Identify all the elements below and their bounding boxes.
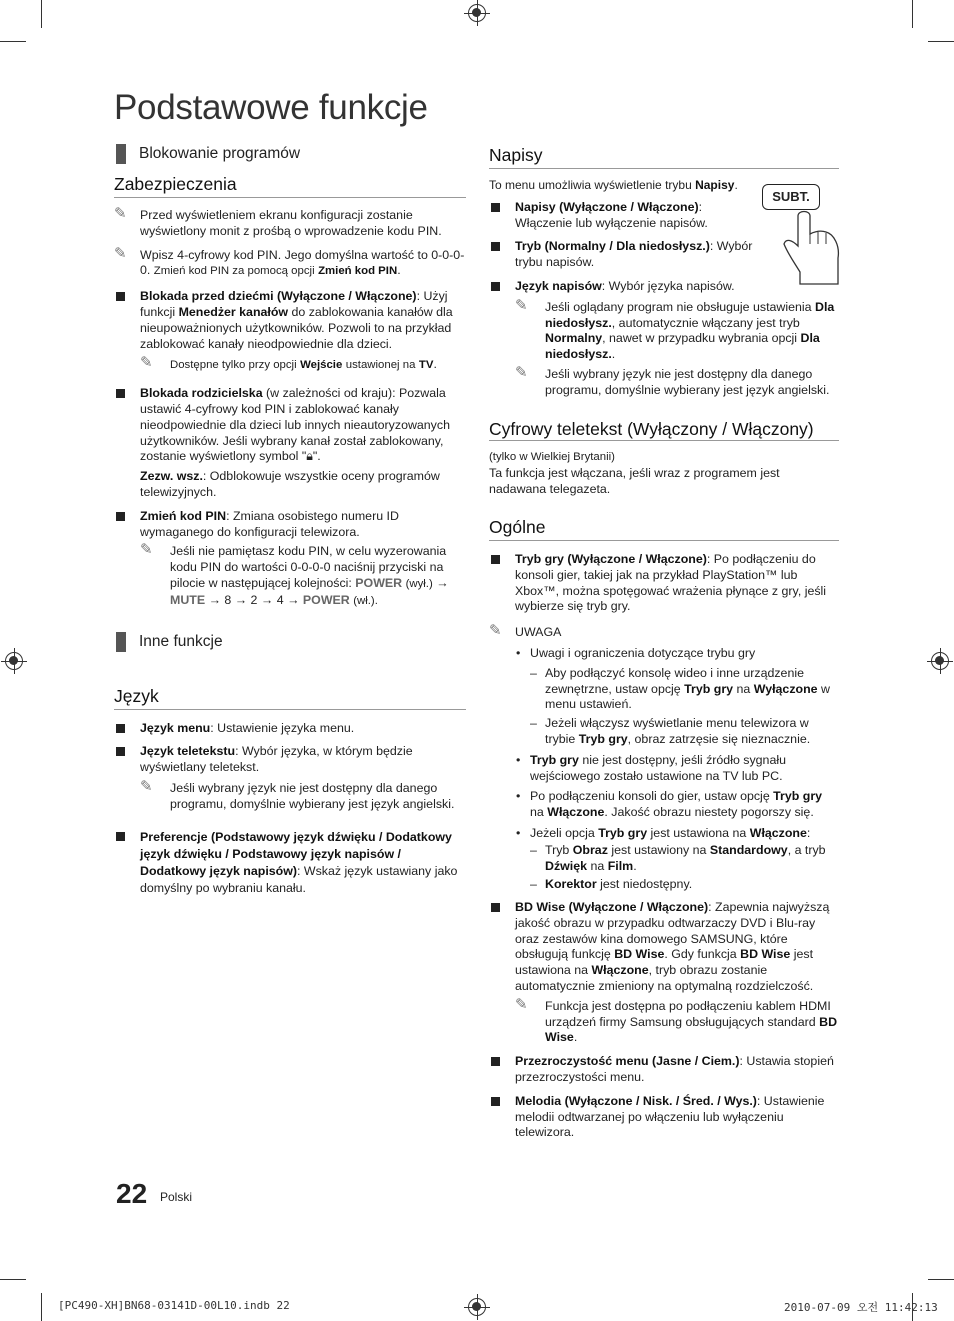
footer-date: 2010-07-09 오전 11:42:13	[784, 1301, 938, 1314]
list-item: • Tryb gry nie jest dostępny, jeśli źródło sygnału wejściowego zostało ustawione na TV lub PC.	[516, 752, 786, 783]
heading-zabezpieczenia: Zabezpieczenia	[114, 175, 466, 198]
list-item: • Po podłączeniu konsoli do gier, ustaw opcję Tryb gry na Włączone. Jakość obrazu niestety pogorszy się.	[516, 789, 823, 820]
footer-file: [PC490-XH]BN68-03141D-00L10.indb 22	[58, 1299, 290, 1312]
list-item: Język teletekstu: Wybór języka, w którym będzie wyświetlany teletekst. ✎ Jeśli wybrany język nie jest dostępny dla danego programu, domyślnie wybierany jest język angielski.	[114, 744, 466, 812]
bullet-square-icon	[116, 292, 125, 301]
bullet-square-icon	[491, 903, 500, 912]
heading-teletekst: Cyfrowy teletekst (Wyłączony / Włączony)	[489, 421, 839, 441]
registration-mark-icon	[5, 652, 23, 670]
heading-napisy: Napisy	[489, 146, 839, 169]
note: ✎ Przed wyświetleniem ekranu konfiguracji zostanie wyświetlony monit z prośbą o wprowadzenie kodu PIN.	[114, 205, 442, 238]
section-inne	[114, 634, 466, 654]
list-item: Napisy (Wyłączone / Włączone): Włączenie lub wyłączenie napisów.	[489, 200, 745, 232]
heading-jezyk: Język	[114, 687, 466, 710]
registration-mark-icon	[931, 652, 949, 670]
note-pen-icon: ✎	[114, 205, 127, 222]
bullet-square-icon	[491, 203, 500, 212]
section-title: Blokowanie programów	[139, 145, 301, 162]
list-item: – Aby podłączyć konsolę wideo i inne urządzenie zewnętrzne, ustaw opcję Tryb gry na Wyłączone w menu ustawień.	[530, 665, 830, 712]
subt-button-illustration	[754, 176, 844, 286]
list-item: • Uwagi i ograniczenia dotyczące trybu gry – Aby podłączyć konsolę wideo i inne urządzenie zewnętrzne, ustaw opcję Tryb gry na Wyłączone w menu ustawień. – Jeżeli włączysz wyświetlanie menu telewizora w trybie Tryb gry, obraz zatrzęsie się nieznacznie.	[515, 646, 839, 748]
note-pen-icon: ✎	[515, 363, 528, 381]
heading-ogolne: Ogólne	[489, 518, 839, 541]
bullet-square-icon	[491, 1097, 500, 1106]
list-item: Preferencje (Podstawowy język dźwięku / Dodatkowy język dźwięku / Podstawowy język napisów / Dodatkowy język napisów): Wskaż język ustawiany jako domyślny po wybraniu kanału.	[114, 829, 466, 897]
bullet-square-icon	[116, 512, 125, 521]
bullet-square-icon	[116, 389, 125, 398]
list-item: Melodia (Wyłączone / Nisk. / Śred. / Wys.): Ustawienie melodii odtwarzanej po włączeniu lub wyłączeniu telewizora.	[489, 1094, 839, 1141]
list-item: – Korektor jest niedostępny.	[530, 877, 693, 892]
note: ✎ Funkcja jest dostępna po podłączeniu kablem HDMI urządzeń firmy Samsung obsługujących standard BD Wise.	[515, 995, 838, 1045]
note-pen-icon: ✎	[489, 622, 502, 640]
teletekst-region: (tylko w Wielkiej Brytanii)	[489, 450, 615, 463]
teletekst-text: Ta funkcja jest włączana, jeśli wraz z programem jest nadawana telegazeta.	[489, 466, 780, 497]
bullet-square-icon	[491, 282, 500, 291]
note-pen-icon: ✎	[140, 541, 153, 559]
lock-icon: 🔒︎	[306, 449, 313, 464]
page-title: Podstawowe funkcje	[114, 88, 428, 127]
list-item: – Tryb Obraz jest ustawiony na Standardowy, a tryb Dźwięk na Film.	[530, 842, 826, 873]
note: ✎ Wpisz 4-cyfrowy kod PIN. Jego domyślna wartość to 0-0-0-0. Zmień kod PIN za pomocą opcji Zmień kod PIN.	[114, 244, 465, 278]
list-item: Tryb (Normalny / Dla niedosłysz.): Wybór trybu napisów.	[489, 239, 765, 271]
section-blokowanie	[114, 146, 466, 166]
section-title: Inne funkcje	[139, 632, 223, 650]
right-column	[489, 146, 839, 1141]
list-item: – Jeżeli włączysz wyświetlanie menu telewizora w trybie Tryb gry, obraz zatrzęsie się nieznacznie.	[530, 716, 811, 746]
note: ✎ Jeśli oglądany program nie obsługuje ustawienia Dla niedosłysz., automatycznie włączany jest tryb Normalny, nawet w przypadku wybrania opcji Dla niedosłysz..	[515, 296, 835, 362]
note: ✎ Jeśli wybrany język nie jest dostępny dla danego programu, domyślnie wybierany jest język angielski.	[515, 363, 830, 397]
note: ✎ Dostępne tylko przy opcji Wejście ustawionej na TV.	[140, 354, 437, 372]
left-column	[114, 146, 466, 897]
list-item: Język menu: Ustawienie języka menu.	[114, 721, 466, 737]
registration-mark-icon	[468, 4, 486, 22]
bullet-square-icon	[116, 832, 125, 841]
bullet-square-icon	[116, 724, 125, 733]
note: ✎ Jeśli wybrany język nie jest dostępny dla danego programu, domyślnie wybierany jest język angielski.	[140, 777, 455, 811]
list-item: BD Wise (Wyłączone / Włączone): Zapewnia najwyższą jakość obrazu w przypadku odtwarzaczy DVD i Blu-ray oraz zestawów kina domowego SAMSUNG, które obsługują funkcję BD Wise. Gdy funkcja BD Wise jest ustawiona na Włączone, tryb obrazu zostanie automatycznie zmieniony na optymalną rozdzielczość. ✎ Funkcja jest dostępna po podłączeniu kablem HDMI urządzeń firmy Samsung obsługujących standard BD Wise.	[489, 900, 839, 1046]
note-pen-icon: ✎	[140, 354, 153, 372]
list-item: Tryb gry (Wyłączone / Włączone): Po podłączeniu do konsoli gier, takiej jak na przykład PlayStation™ lub Xbox™, można spotęgować wrażenia płynące z gry, jeśli wybierze się tryb gry.	[489, 552, 839, 615]
list-item: Blokada przed dziećmi (Wyłączone / Włączone): Użyj funkcji Menedżer kanałów do zablokowania kanałów dla nieupoważnionych użytkowników. Pozwoli to na przykład zablokować kanały nieodpowiednie dla dzieci. ✎ Dostępne tylko przy opcji Wejście ustawionej na TV.	[114, 289, 466, 374]
bullet-square-icon	[491, 242, 500, 251]
list-item: Zmień kod PIN: Zmiana osobistego numeru ID wymaganego do konfiguracji telewizora. ✎ Jeśli nie pamiętasz kodu PIN, w celu wyzerowania kodu PIN do wartości 0-0-0-0 naciśnij przyciski na pilocie w następującej kolejności: POWER (wył.) → MUTE → 8 → 2 → 4 → POWER (wł.).	[114, 509, 466, 610]
note-pen-icon: ✎	[114, 244, 127, 262]
note-pen-icon: ✎	[140, 777, 153, 795]
list-item: Język napisów: Wybór języka napisów. ✎ Jeśli oglądany program nie obsługuje ustawienia Dla niedosłysz., automatycznie włączany jest tryb Normalny, nawet w przypadku wybrania opcji Dla niedosłysz.. ✎ Jeśli wybrany język nie jest dostępny dla danego programu, domyślnie wybierany jest język angielski.	[489, 279, 839, 399]
registration-mark-icon	[468, 1298, 486, 1316]
bullet-square-icon	[491, 1057, 500, 1066]
subt-button: SUBT.	[762, 184, 820, 210]
bullet-square-icon	[491, 555, 500, 564]
list-item: Przezroczystość menu (Jasne / Ciem.): Ustawia stopień przezroczystości menu.	[489, 1054, 839, 1086]
note-pen-icon: ✎	[515, 995, 528, 1013]
note-pen-icon: ✎	[515, 296, 528, 314]
list-item: • Jeżeli opcja Tryb gry jest ustawiona na Włączone: – Tryb Obraz jest ustawiony na Standardowy, a tryb Dźwięk na Film. – Korektor jest niedostępny.	[515, 826, 839, 893]
page-number: 22	[116, 1178, 148, 1209]
uwaga-list	[489, 646, 839, 893]
bullet-square-icon	[116, 747, 125, 756]
note: ✎ UWAGA	[489, 622, 562, 640]
page-language: Polski	[160, 1190, 193, 1204]
list-item: Blokada rodzicielska (w zależności od kraju): Pozwala ustawić 4-cyfrowy kod PIN i zablokować kanały nieodpowiednie dla dzieci lub innych nieautoryzowanych użytkowników. Jeśli wybrany kanał został zablokowany, zostanie wyświetlony symbol "🔒︎". Zezw. wsz.: Odblokowuje wszystkie oceny programów telewizyjnych.	[114, 386, 466, 501]
note: ✎ Jeśli nie pamiętasz kodu PIN, w celu wyzerowania kodu PIN do wartości 0-0-0-0 naciśnij przyciski na pilocie w następującej kolejności: POWER (wył.) → MUTE → 8 → 2 → 4 → POWER (wł.).	[140, 541, 449, 607]
napisy-intro: To menu umożliwia wyświetlenie trybu Napisy.	[489, 178, 738, 192]
